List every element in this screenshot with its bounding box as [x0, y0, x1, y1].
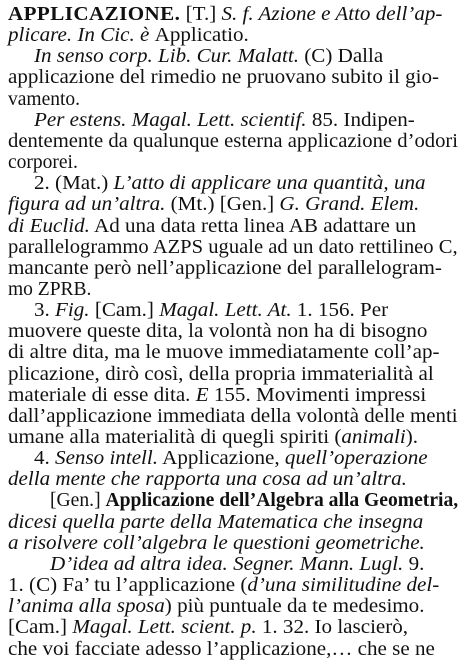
entry-text-segment: dentemente da qualunque esterna applicazione d’odori: [8, 130, 459, 152]
entry-line: [8, 321, 427, 343]
entry-line: [8, 152, 78, 174]
entry-line: [8, 131, 458, 153]
entry-line: [8, 89, 80, 111]
entry-text-segment: (C) Dalla: [299, 46, 384, 68]
entry-line: [34, 46, 383, 68]
entry-text-segment: della mente che rapporta una cosa ad un’altra.: [8, 469, 407, 491]
entry-line: [8, 364, 434, 386]
entry-line: [34, 300, 388, 322]
entry-line: [8, 406, 458, 428]
entry-text-segment: figura ad un’altra.: [8, 194, 166, 216]
entry-line: [8, 512, 423, 534]
entry-line: [8, 385, 426, 407]
entry-text-segment: [Cam.]: [8, 617, 73, 639]
entry-text-segment: Applicazione dell’Algebra alla Geometria,: [105, 490, 459, 512]
entry-text-segment: 9.: [403, 553, 425, 575]
entry-text-segment: parallelogrammo AZPS uguale ad un dato rettilineo C,: [8, 236, 458, 258]
entry-text-segment: 85. Indipen-: [306, 109, 415, 131]
entry-text-segment: [Cam.]: [89, 300, 160, 322]
entry-text-segment: plicare. In Cic. è: [8, 25, 155, 47]
entry-line: [8, 237, 458, 259]
entry-line: [8, 469, 407, 491]
entry-line: [8, 617, 408, 639]
entry-line: [8, 279, 91, 301]
entry-line: [50, 554, 424, 576]
entry-line: [8, 342, 440, 364]
entry-text-segment: Magal. Lett. scient. p.: [72, 617, 257, 639]
entry-text-segment: Senso intell.: [55, 448, 159, 470]
entry-line: [34, 110, 415, 132]
entry-line: [8, 67, 439, 89]
entry-text-segment: ).: [405, 427, 418, 448]
entry-text-segment: D’idea ad altra idea. Segner. Mann. Lugl.: [50, 553, 404, 575]
entry-text-segment: 1. 32. Io lascierò,: [256, 617, 409, 639]
entry-text-segment: l’anima alla sposa: [8, 596, 165, 618]
entry-text-segment: Magal. Lett. At.: [159, 300, 292, 322]
entry-line: [50, 490, 458, 512]
entry-text-segment: 155. Movimenti impressi: [208, 384, 427, 406]
entry-line: [8, 216, 416, 238]
entry-text-segment: E: [195, 384, 209, 406]
entry-text-segment: L’atto di applicare una quantità, una: [113, 173, 426, 195]
entry-text-segment: Per estens. Magal. Lett. scientif.: [34, 109, 307, 131]
entry-text-segment: [Gen.]: [50, 490, 106, 512]
entry-text-segment: Applicatio.: [154, 25, 249, 47]
entry-line: [34, 173, 426, 195]
entry-text-segment: dicesi quella parte della Matematica che insegna: [8, 511, 424, 533]
entry-text-segment: vamento.: [8, 88, 81, 110]
entry-text-segment: 2. (Mat.): [34, 173, 114, 195]
entry-text-segment: dall’applicazione immediata della volontà delle menti: [8, 405, 458, 427]
entry-line: [8, 596, 424, 618]
entry-line: [8, 4, 442, 26]
entry-line: [8, 25, 249, 47]
entry-text-segment: ) più puntuale da te medesimo.: [164, 596, 425, 618]
entry-text-segment: quell’operazione: [284, 448, 428, 470]
entry-text-segment: Ad una data retta linea AB adattare un: [89, 215, 417, 237]
entry-text-segment: S. f. Azione e Atto dell’ap-: [221, 4, 443, 25]
entry-text-segment: mo ZPRB.: [8, 278, 92, 300]
entry-text-segment: a risolvere coll’algebra le questioni geometriche.: [8, 532, 425, 554]
entry-line: [34, 448, 428, 470]
entry-text-segment: APPLICAZIONE.: [8, 4, 181, 25]
entry-text-segment: (Mt.) [Gen.]: [165, 194, 280, 216]
entry-text-segment: muovere queste dita, la volontà non ha di bisogno: [8, 321, 428, 343]
entry-text-segment: applicazione del rimedio ne pruovano subito il gio-: [8, 67, 440, 89]
entry-text-segment: di Euclid.: [8, 215, 90, 237]
entry-text-segment: G. Grand. Elem.: [279, 194, 420, 216]
entry-line: [8, 575, 439, 597]
entry-text-segment: Applicazione,: [158, 448, 285, 470]
entry-line: [8, 427, 418, 449]
entry-text-segment: 4.: [34, 448, 56, 470]
entry-line: [8, 258, 442, 280]
entry-text-segment: Fig.: [55, 300, 90, 322]
entry-text-segment: 1. 156. Per: [291, 300, 389, 322]
entry-text-segment: In senso corp. Lib. Cur. Malatt.: [34, 46, 300, 68]
entry-text-segment: plicazione, dirò così, della propria immaterialità al: [8, 363, 434, 385]
entry-text-segment: mancante però nell’applicazione del parallelogram-: [8, 257, 442, 279]
entry-text-segment: umane alla materialità di quegli spiriti (: [8, 427, 342, 448]
entry-line: [8, 533, 425, 555]
entry-line: [8, 639, 435, 661]
entry-text-segment: che voi facciate adesso l’applicazione,… che se ne: [8, 638, 435, 660]
entry-text-segment: di altre dita, ma le muove immediatamente coll’ap-: [8, 342, 440, 364]
entry-text-segment: corporei.: [8, 152, 78, 173]
entry-line: [8, 194, 419, 216]
entry-text-segment: d’una similitudine del-: [247, 575, 440, 596]
entry-text-segment: 1. (C) Fa’ tu l’applicazione (: [8, 575, 248, 596]
entry-text-segment: animali: [341, 427, 406, 448]
entry-text-segment: 3.: [34, 300, 56, 322]
entry-text-segment: materiale di esse dita.: [8, 384, 196, 406]
entry-text-segment: [T.]: [180, 4, 222, 25]
